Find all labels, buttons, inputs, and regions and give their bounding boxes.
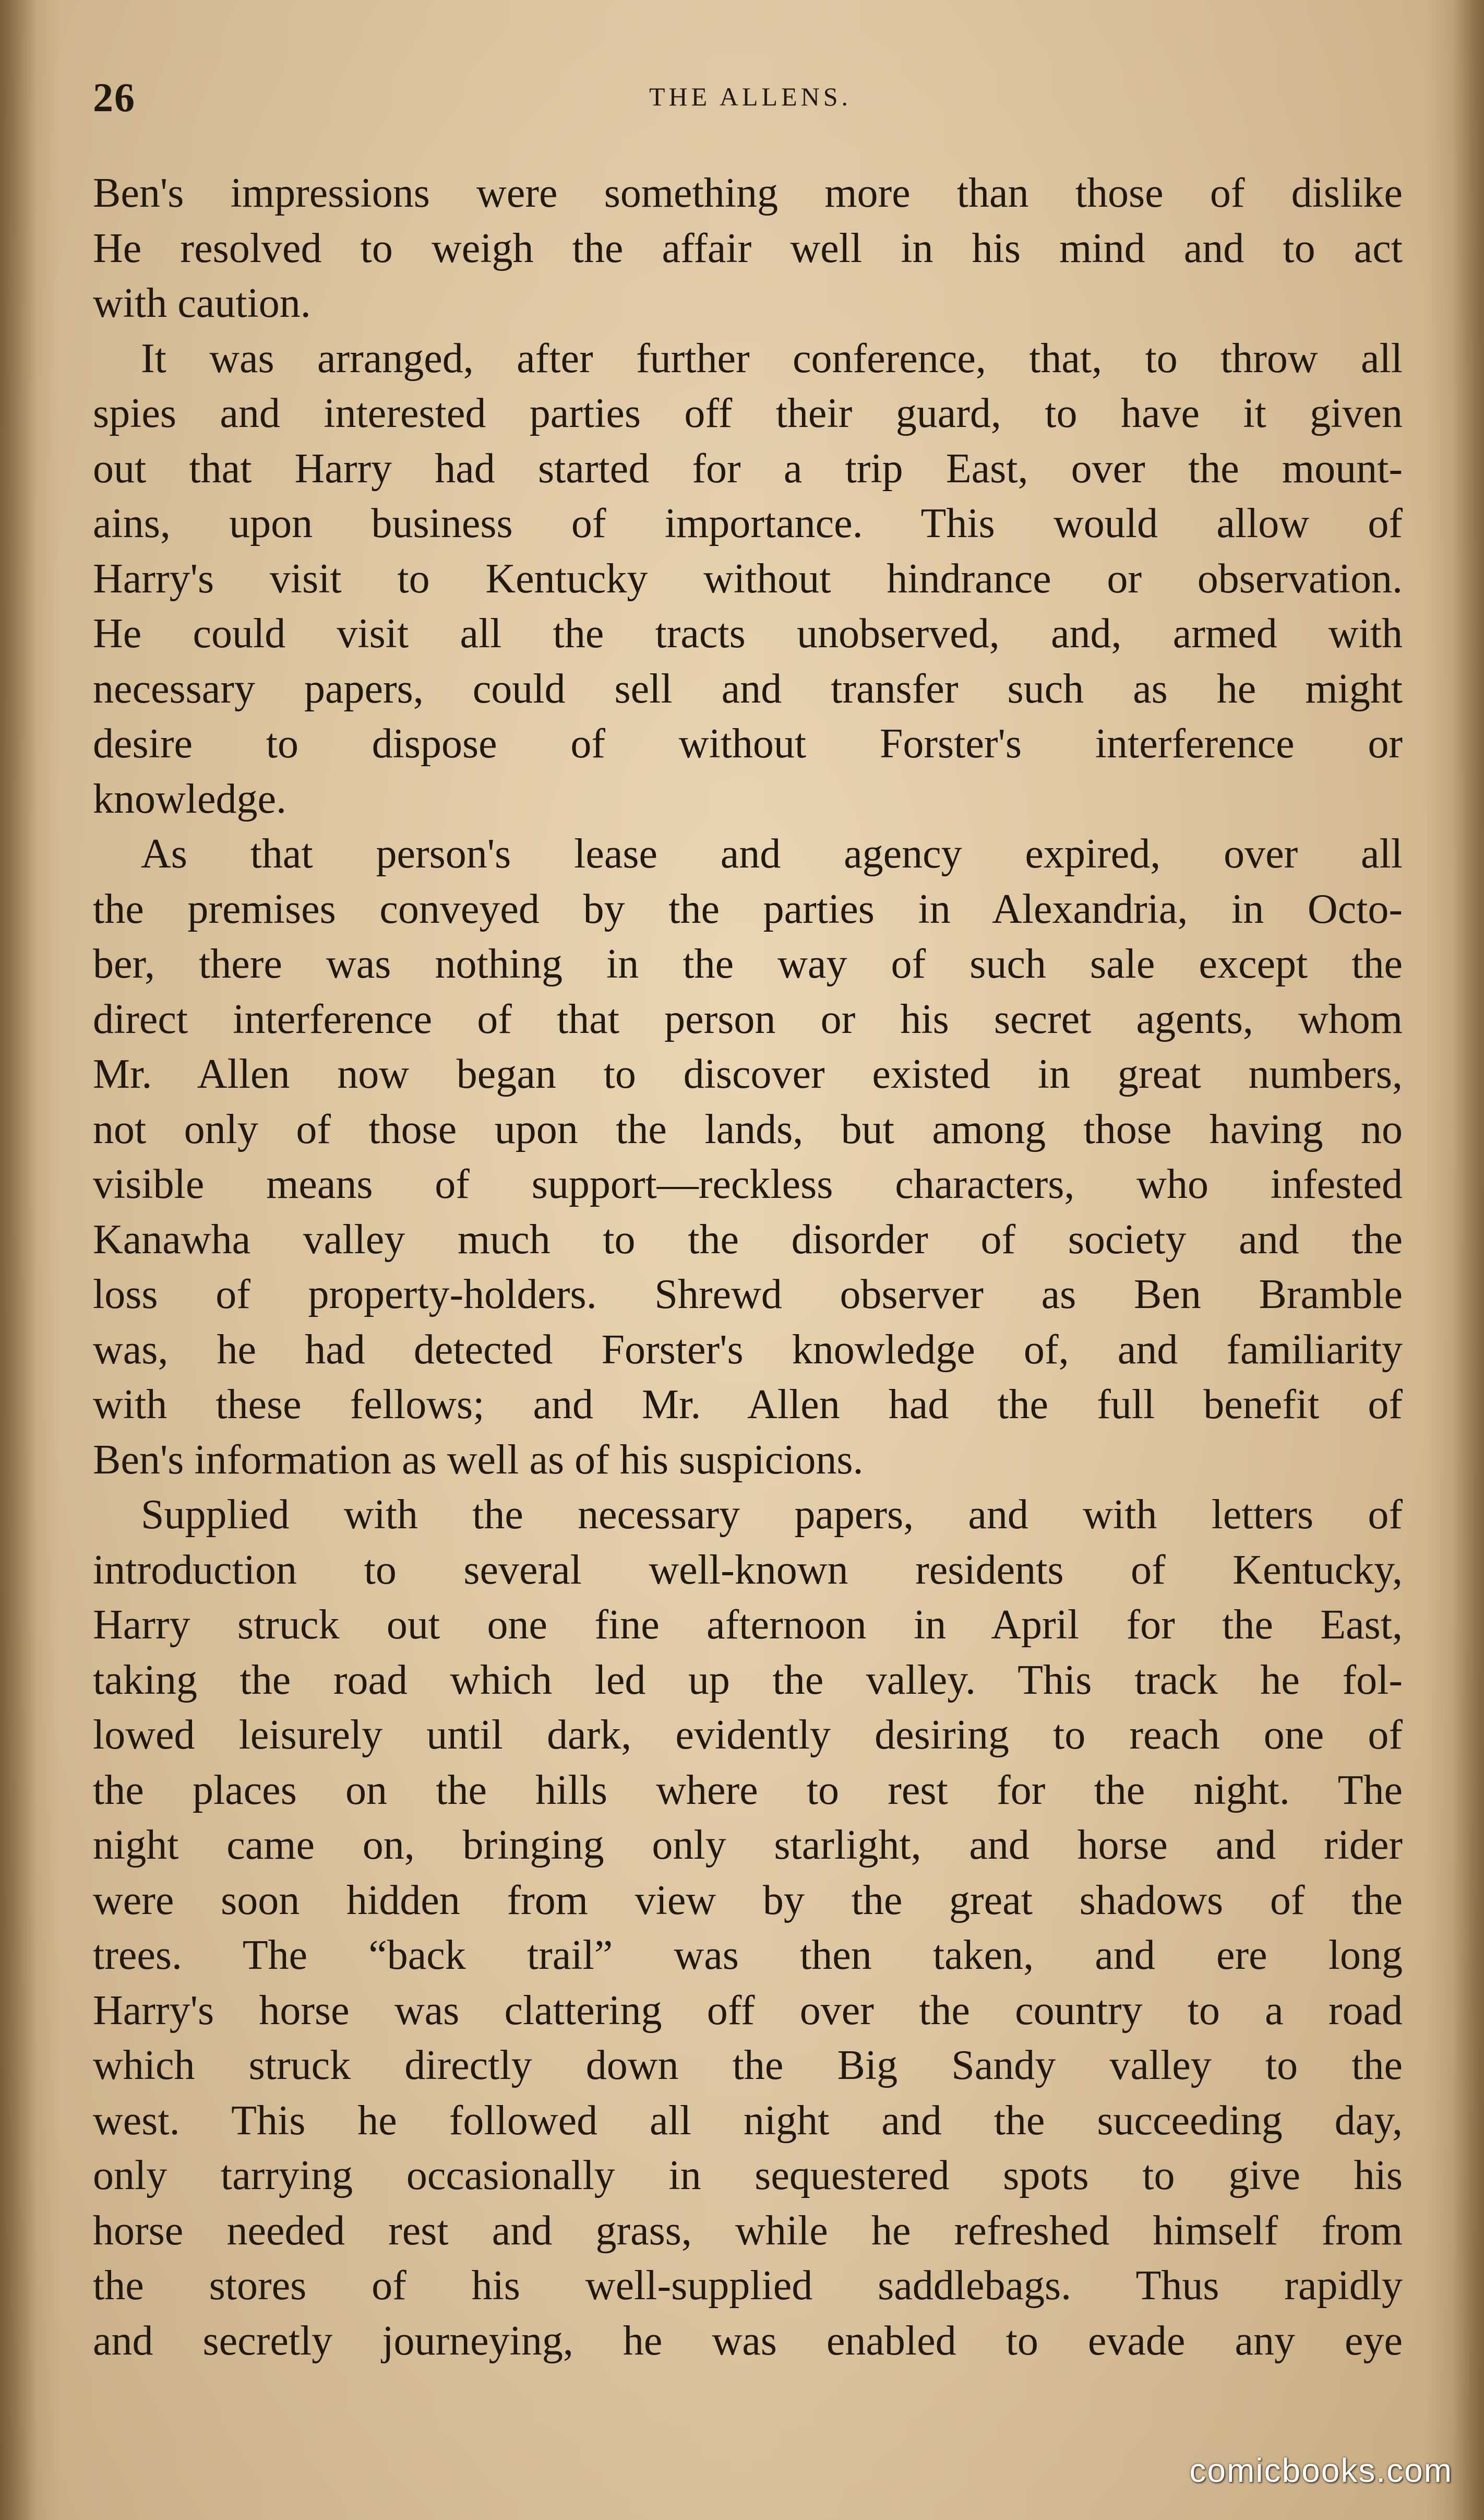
text-line: taking the road which led up the valley. This track he fol-	[93, 1657, 1403, 1703]
text-line: Kanawha valley much to the disorder of society and the	[93, 1216, 1403, 1263]
text-line: out that Harry had started for a trip East, over the mount-	[93, 445, 1403, 492]
text-line: with caution.	[93, 280, 311, 326]
text-line: only tarrying occasionally in sequestered spots to give his	[93, 2153, 1403, 2198]
text-line: knowledge.	[93, 776, 287, 822]
text-line: west. This he followed all night and the succeeding day,	[93, 2097, 1403, 2144]
running-head: THE ALLENS.	[649, 82, 852, 111]
text-line: and secretly journeying, he was enabled to evade any eye	[93, 2317, 1403, 2364]
text-line: not only of those upon the lands, but among those having no	[93, 1106, 1403, 1152]
text-line: night came on, bringing only starlight, and horse and rider	[93, 1822, 1403, 1868]
page-edge-shadow-right	[1453, 0, 1484, 2520]
text-line: was, he had detected Forster's knowledge of, and familiarity	[93, 1326, 1403, 1373]
page-number: 26	[93, 75, 136, 120]
text-line: necessary papers, could sell and transfer such as he might	[93, 665, 1403, 712]
text-line: As that person's lease and agency expired, over all	[141, 831, 1403, 877]
text-line: direct interference of that person or his secret agents, whom	[93, 996, 1403, 1042]
page-header	[93, 74, 1408, 126]
text-line: were soon hidden from view by the great shadows of the	[93, 1877, 1403, 1923]
text-line: the premises conveyed by the parties in Alexandria, in Octo-	[93, 886, 1403, 932]
text-line: the places on the hills where to rest for the night. The	[93, 1767, 1403, 1813]
text-line: ber, there was nothing in the way of such sale except the	[93, 941, 1403, 987]
text-line: lowed leisurely until dark, evidently desiring to reach one of	[93, 1712, 1403, 1758]
body-text	[93, 166, 1403, 2369]
page-edge-shadow-left	[0, 0, 37, 2520]
text-line: ains, upon business of importance. This would allow of	[93, 501, 1403, 546]
text-line: Harry struck out one fine afternoon in April for the East,	[93, 1602, 1403, 1648]
text-line: desire to dispose of without Forster's interference or	[93, 721, 1403, 767]
text-line: Ben's information as well as of his suspicions.	[93, 1436, 864, 1483]
text-line: loss of property-holders. Shrewd observer as Ben Bramble	[93, 1271, 1403, 1317]
text-line: Supplied with the necessary papers, and with letters of	[141, 1492, 1403, 1538]
text-line: spies and interested parties off their guard, to have it given	[93, 390, 1403, 436]
text-line: He resolved to weigh the affair well in his mind and to act	[93, 225, 1403, 271]
text-line: the stores of his well-supplied saddlebags. Thus rapidly	[93, 2263, 1403, 2309]
text-line: Ben's impressions were something more than those of dislike	[93, 170, 1403, 216]
text-line: He could visit all the tracts unobserved, and, armed with	[93, 611, 1403, 657]
text-line: Mr. Allen now began to discover existed in great numbers,	[93, 1051, 1403, 1097]
text-line: introduction to several well-known residents of Kentucky,	[93, 1547, 1403, 1593]
text-line: trees. The “back trail” was then taken, and ere long	[93, 1932, 1403, 1978]
text-line: Harry's visit to Kentucky without hindrance or observation.	[93, 555, 1403, 602]
text-line: It was arranged, after further conference, that, to throw all	[141, 335, 1403, 382]
text-line: with these fellows; and Mr. Allen had the full benefit of	[93, 1382, 1403, 1428]
text-line: which struck directly down the Big Sandy valley to the	[93, 2042, 1403, 2088]
text-line: visible means of support—reckless characters, who infested	[93, 1161, 1403, 1207]
text-line: Harry's horse was clattering off over the country to a road	[93, 1987, 1403, 2034]
watermark-logo: comicbooks.com	[1189, 2452, 1453, 2489]
text-line: horse needed rest and grass, while he refreshed himself from	[93, 2207, 1403, 2254]
